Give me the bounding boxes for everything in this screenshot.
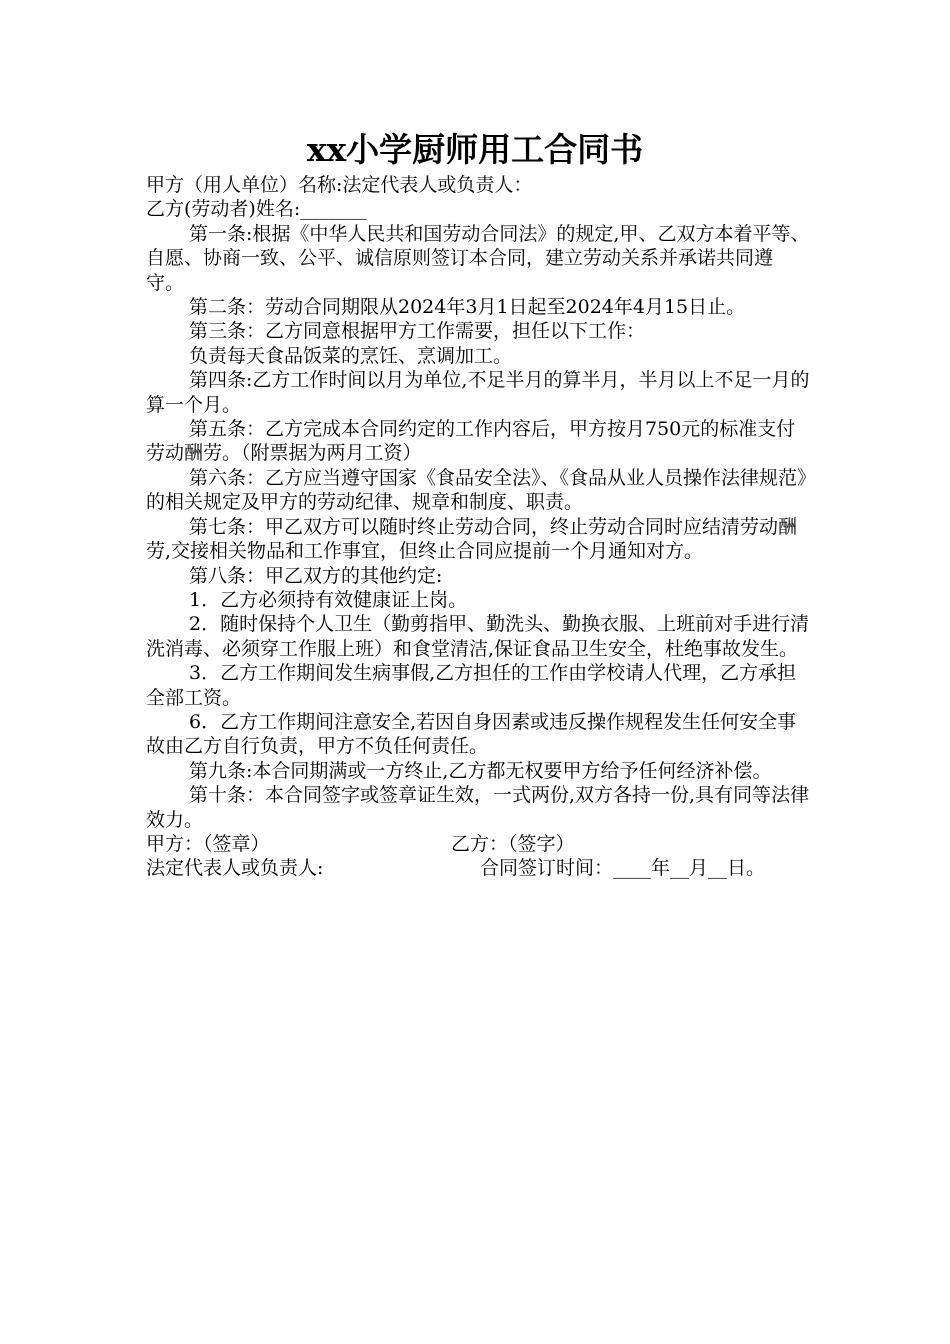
clause-8-item-2: 2．随时保持个人卫生（勤剪指甲、勤洗头、勤换衣服、上班前对手进行清洗消毒、必须穿工作服上班）和食堂清洁,保证食品卫生安全，杜绝事故发生。	[146, 613, 810, 660]
document-title: xx小学厨师用工合同书	[306, 130, 644, 169]
clause-8: 第八条：甲乙双方的其他约定:	[189, 564, 443, 587]
party-b-signature: 乙方：（签字）	[451, 832, 575, 855]
representative-label: 法定代表人或负责人:	[146, 857, 324, 880]
signature-row-1	[146, 832, 810, 856]
document-body	[146, 173, 810, 881]
clause-6: 第六条：乙方应当遵守国家《食品安全法》、《食品从业人员操作法律规范》的相关规定及甲方的劳动纪律、规章和制度、职责。	[146, 466, 807, 514]
party-a-signature: 甲方：（签章）	[146, 832, 270, 855]
sign-date: 合同签订时间：____年__月__日。	[480, 857, 766, 880]
party-a-line: 甲方（用人单位）名称:法定代表人或负责人：	[146, 174, 533, 196]
clause-8-item-1: 1．乙方必须持有效健康证上岗。	[189, 588, 468, 611]
clause-3-duty: 负责每天食品饭菜的烹饪、烹调加工。	[189, 344, 513, 367]
clause-8-item-6: 6．乙方工作期间注意安全,若因自身因素或违反操作规程发生任何安全事故由乙方自行负责，甲方不负任何责任。	[146, 710, 797, 758]
clause-8-item-3: 3．乙方工作期间发生病事假,乙方担任的工作由学校请人代理，乙方承担全部工资。	[146, 662, 797, 709]
clause-9: 第九条:本合同期满或一方终止,乙方都无权要甲方给予任何经济补偿。	[189, 759, 772, 782]
clause-10: 第十条：本合同签字或签章证生效，一式两份,双方各持一份,具有同等法律效力。	[146, 784, 810, 831]
party-b-line: 乙方(劳动者)姓名:_______	[146, 198, 367, 221]
clause-7: 第七条：甲乙双方可以随时终止劳动合同，终止劳动合同时应结清劳动酬劳,交接相关物品和工作事宜，但终止合同应提前一个月通知对方。	[146, 515, 798, 563]
clause-3: 第三条：乙方同意根据甲方工作需要，担任以下工作：	[189, 320, 646, 343]
signature-row-2	[146, 856, 810, 880]
clause-1: 第一条:根据《中华人民共和国劳动合同法》的规定,甲、乙双方本着平等、自愿、协商一致、公平、诚信原则签订本合同，建立劳动关系并承诺共同遵守。	[146, 222, 810, 294]
clause-5: 第五条：乙方完成本合同约定的工作内容后，甲方按月750元的标准支付劳动酬劳。（附票据为两月工资）	[146, 418, 796, 465]
clause-4: 第四条:乙方工作时间以月为单位,不足半月的算半月，半月以上不足一月的算一个月。	[146, 369, 810, 416]
clause-2: 第二条：劳动合同期限从2024年3月1日起至2024年4月15日止。	[189, 296, 746, 319]
